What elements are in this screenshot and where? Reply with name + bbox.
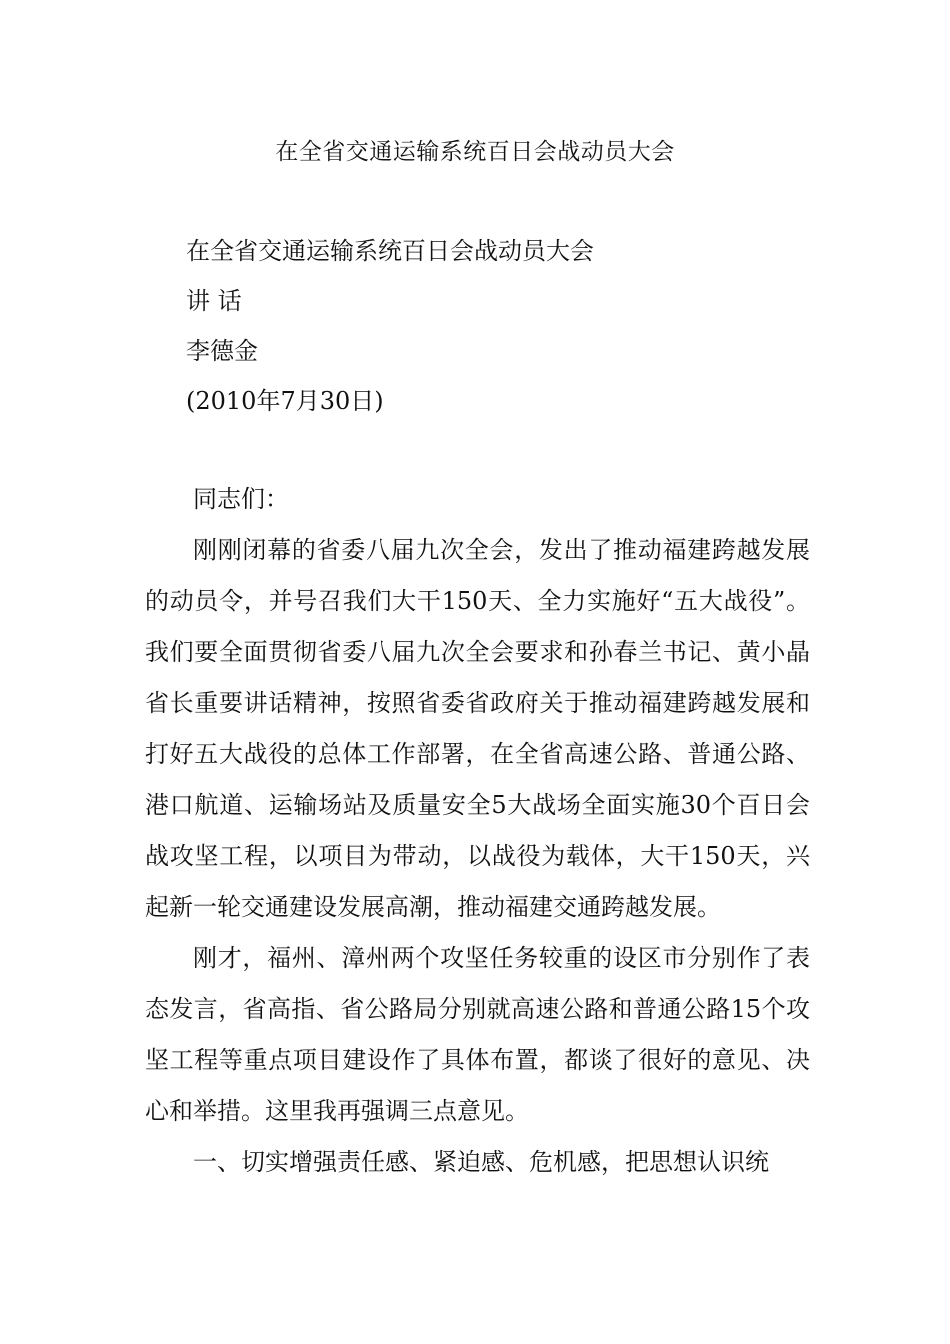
document-title: 在全省交通运输系统百日会战动员大会 bbox=[275, 139, 675, 165]
speaker-name: 李德金 bbox=[186, 337, 258, 365]
salutation: 同志们： bbox=[193, 485, 289, 513]
event-name: 在全省交通运输系统百日会战动员大会 bbox=[186, 237, 594, 265]
speech-date: (2010年7月30日) bbox=[186, 387, 384, 415]
paragraph: 刚刚闭幕的省委八届九次全会，发出了推动福建跨越发展的动员令，并号召我们大干150天、全力实施好“五大战役”。我们要全面贯彻省委八届九次全会要求和孙春兰书记、黄小晶省长重要讲话精神，按照省委省政府关于推动福建跨越发展和打好五大战役的总体工作部署，在全省高速公路、普通公路、港口航道、运输场站及质量安全5大战场全面实施30个百日会战攻坚工程，以项目为带动，以战役为载体，大干150天，兴起新一轮交通建设发展高潮，推动福建交通跨越发展。 bbox=[145, 536, 810, 921]
document-body bbox=[145, 474, 810, 1188]
paragraph: 刚才，福州、漳州两个攻坚任务较重的设区市分别作了表态发言，省高指、省公路局分别就高速公路和普通公路15个攻坚工程等重点项目建设作了具体布置，都谈了很好的意见、决心和举措。这里我再强调三点意见。 bbox=[145, 944, 810, 1125]
speech-label: 讲 话 bbox=[186, 287, 242, 315]
speech-header bbox=[186, 226, 826, 426]
section-heading: 一、切实增强责任感、紧迫感、危机感，把思想认识统 bbox=[193, 1148, 769, 1176]
